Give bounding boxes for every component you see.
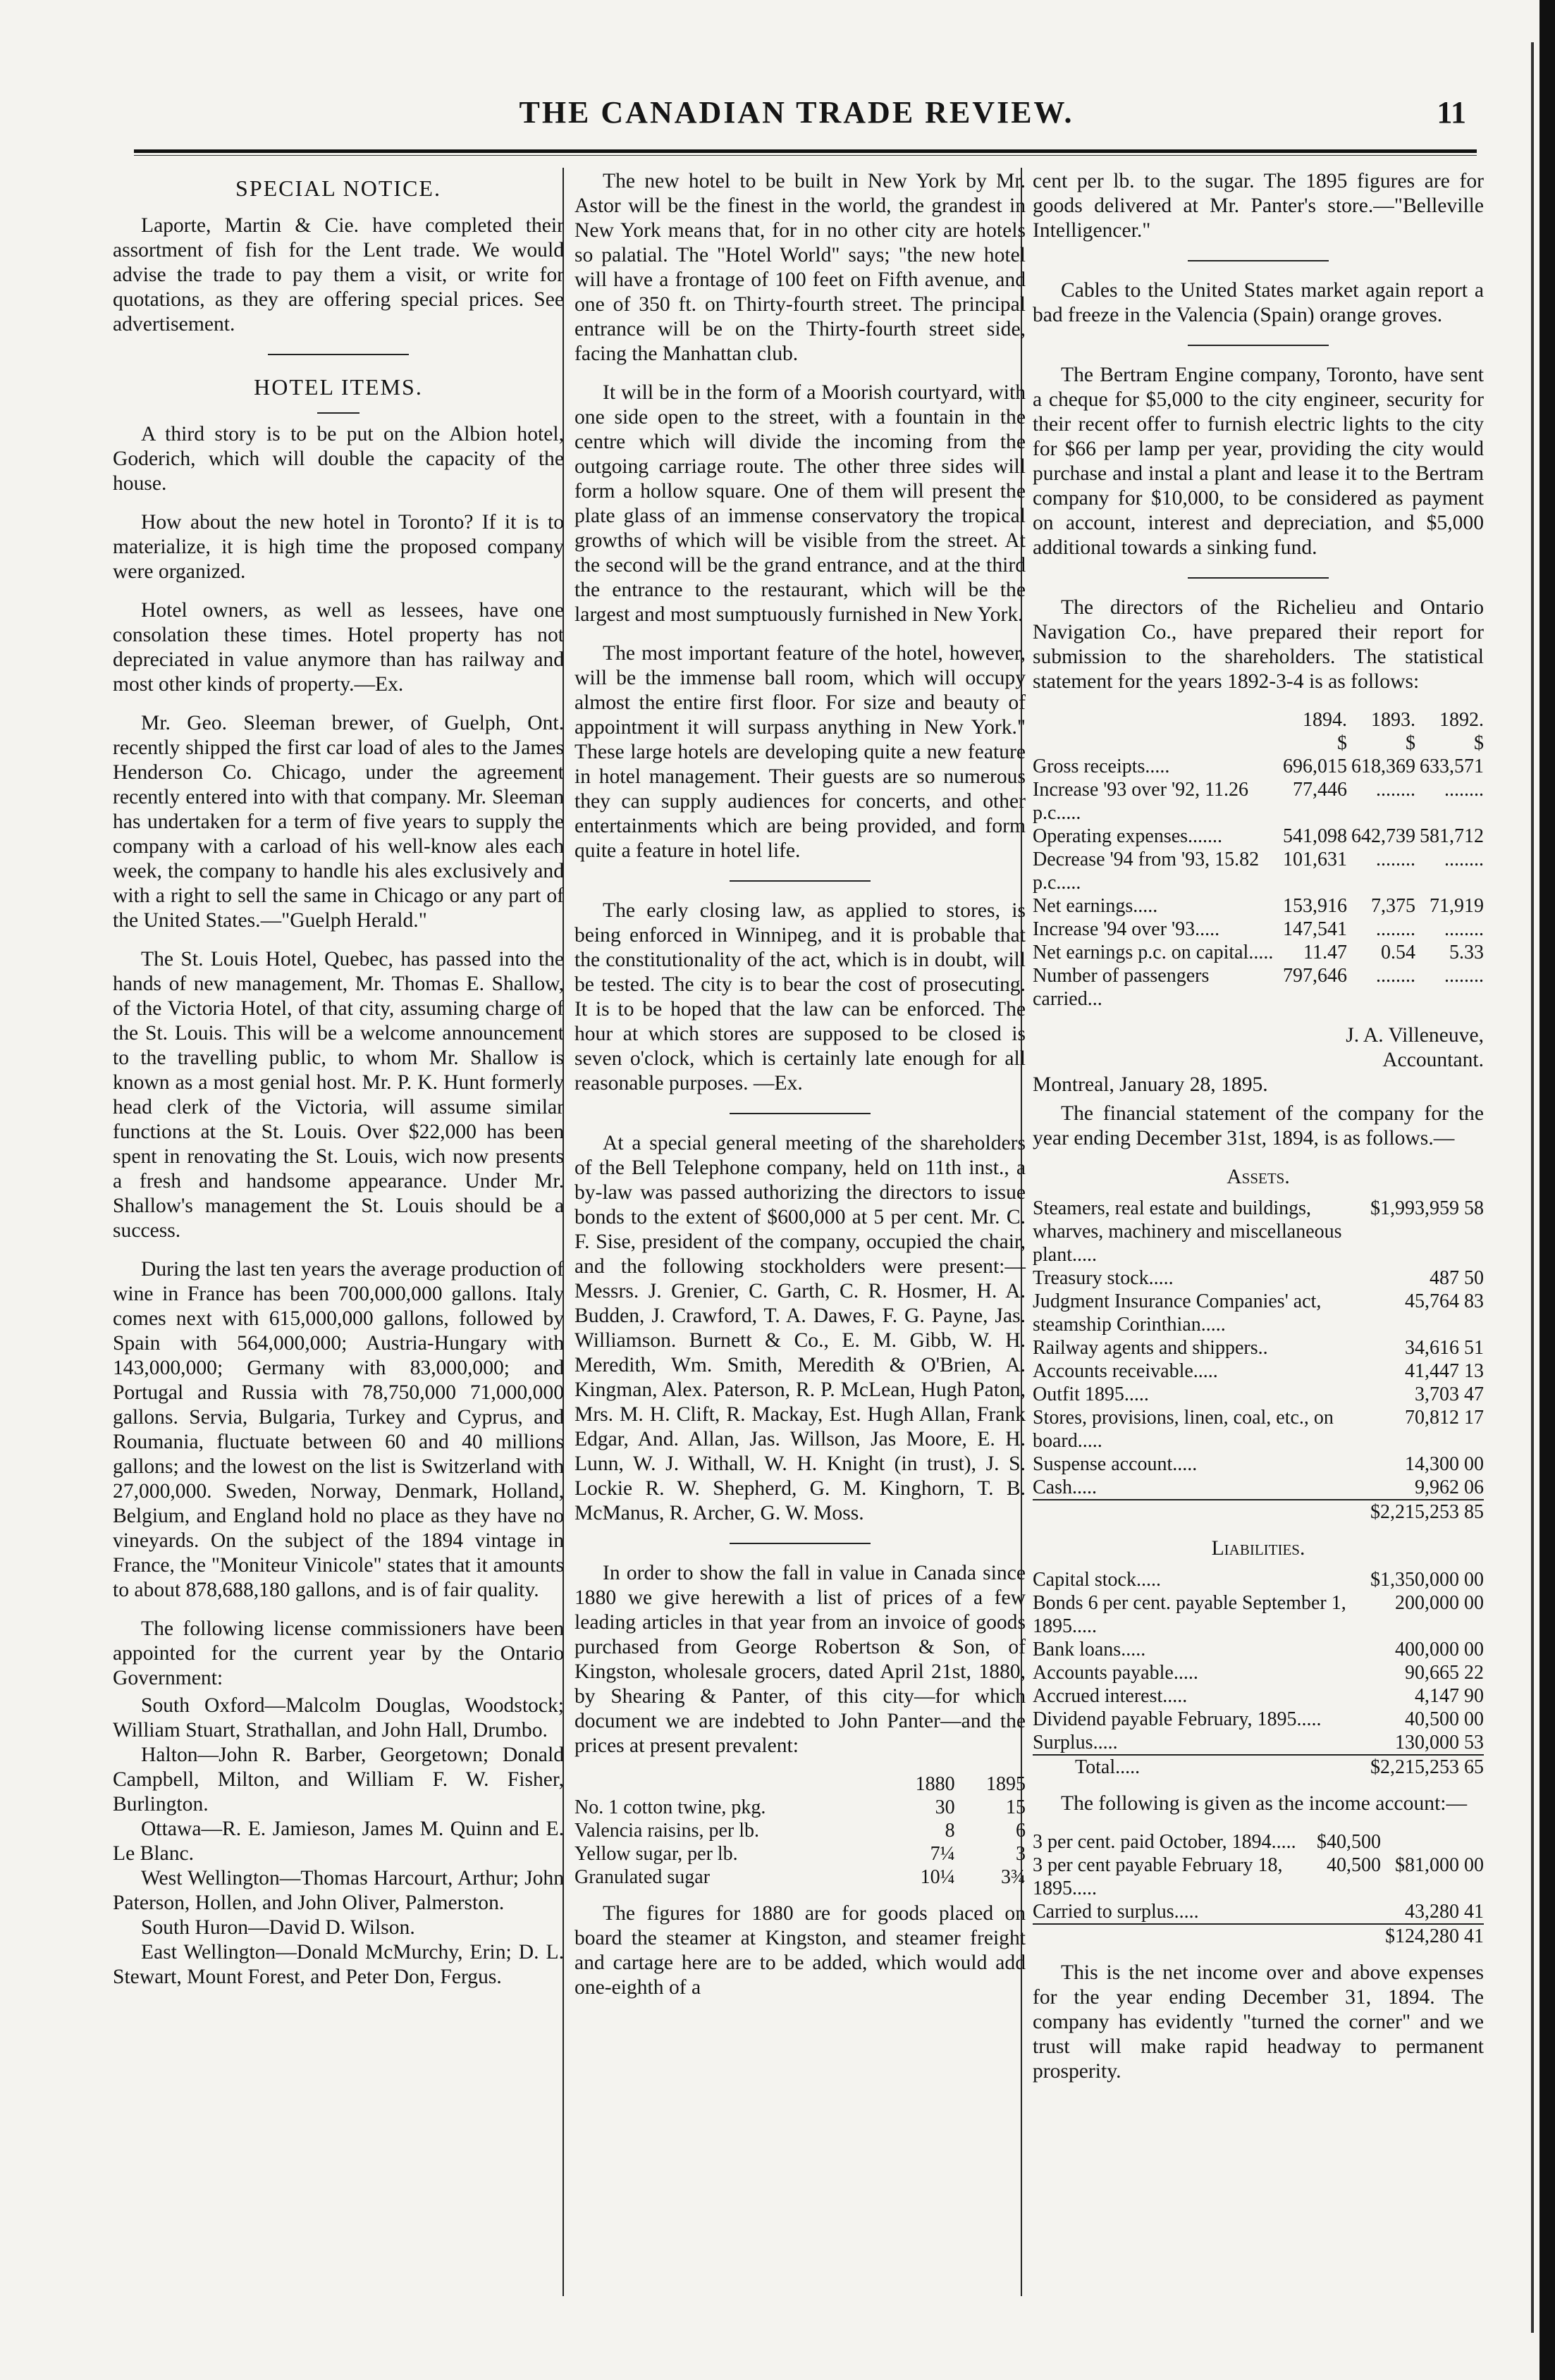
table-row bbox=[1033, 918, 1484, 941]
stats-value: 5.33 bbox=[1449, 942, 1484, 963]
article-paragraph: Cables to the United States market again report a bad freeze in the Valencia (Spain) orange groves. bbox=[1033, 279, 1484, 326]
stats-year-header: 1894. bbox=[1303, 709, 1347, 731]
stats-value: 581,712 bbox=[1420, 825, 1484, 847]
liabilities-table bbox=[1033, 1568, 1484, 1779]
prices-year-header: 1895 bbox=[986, 1773, 1026, 1795]
page-edge bbox=[1539, 0, 1555, 2380]
table-row bbox=[1033, 1684, 1484, 1708]
liabilities-total-label: Total..... bbox=[1033, 1755, 1366, 1779]
liability-value: 400,000 00 bbox=[1395, 1639, 1484, 1660]
stats-label: Operating expenses....... bbox=[1033, 825, 1223, 847]
article-paragraph: This is the net income over and above expenses for the year ending December 31, 1894. The company has evidently "turned the corner" and we trust will make rapid headway to permanent prosperity. bbox=[1033, 1961, 1484, 2083]
page-number: 11 bbox=[1437, 95, 1466, 130]
table-row bbox=[1033, 1830, 1484, 1854]
stats-value: 101,631 bbox=[1283, 849, 1347, 870]
stats-value: 797,646 bbox=[1283, 965, 1347, 987]
table-row bbox=[1033, 755, 1484, 778]
income-label: 3 per cent. paid October, 1894..... bbox=[1033, 1831, 1296, 1853]
hotel-item-paragraph: How about the new hotel in Toronto? If it is to materialize, it is high time the proposed company were organized. bbox=[113, 511, 564, 583]
liability-label: Dividend payable February, 1895..... bbox=[1033, 1708, 1322, 1730]
commissioner-line: West Wellington—Thomas Harcourt, Arthur; John Paterson, Hollen, and John Oliver, Palmerston. bbox=[113, 1867, 564, 1914]
asset-label: Steamers, real estate and buildings, wharves, machinery and miscellaneous plant..... bbox=[1033, 1197, 1342, 1266]
liability-value: 4,147 90 bbox=[1415, 1685, 1484, 1707]
asset-value: 45,764 83 bbox=[1405, 1290, 1484, 1312]
article-paragraph: The early closing law, as applied to stores, is being enforced in Winnipeg, and it is probable that the constitutionality of the act, which is in doubt, will be tested. The city is to bear the cost of prosecuting. It is to be hoped that the law can be enforced. The hour at which stores are supposed to be closed is seven o'clock, which is certainly late enough for all reasonable purposes. —Ex. bbox=[574, 899, 1026, 1095]
stats-value: ........ bbox=[1444, 965, 1484, 987]
assets-total: $2,215,253 85 bbox=[1366, 1500, 1484, 1524]
divider bbox=[730, 1543, 871, 1544]
table-row bbox=[1033, 1453, 1484, 1476]
income-grand-total: $124,280 41 bbox=[1381, 1924, 1484, 1948]
liability-value: $1,350,000 00 bbox=[1370, 1569, 1484, 1591]
table-row bbox=[1033, 1406, 1484, 1453]
asset-label: Outfit 1895..... bbox=[1033, 1383, 1149, 1405]
asset-value: 14,300 00 bbox=[1405, 1453, 1484, 1475]
commissioner-line: South Oxford—Malcolm Douglas, Woodstock; William Stuart, Strathallan, and John Hall, Drumbo. bbox=[113, 1694, 564, 1741]
liability-value: 90,665 22 bbox=[1405, 1662, 1484, 1684]
asset-label: Treasury stock..... bbox=[1033, 1267, 1174, 1289]
stats-value: ........ bbox=[1444, 849, 1484, 870]
table-row bbox=[1033, 894, 1484, 918]
asset-value: 41,447 13 bbox=[1405, 1360, 1484, 1382]
table-row bbox=[1033, 1900, 1484, 1924]
statistics-table bbox=[1033, 708, 1484, 1011]
header-rule-thin bbox=[134, 155, 1477, 156]
signature-name: J. A. Villeneuve, bbox=[1346, 1024, 1484, 1047]
stats-label: Net earnings..... bbox=[1033, 895, 1158, 917]
table-row bbox=[1033, 1638, 1484, 1661]
article-paragraph: At a special general meeting of the shareholders of the Bell Telephone company, held on 11th inst., a by-law was passed authorizing the directors to issue bonds to the extent of $600,000 at 5 per cent. Mr. C. F. Sise, president of the company, occupied the chair, and the following stockholders were present:—Messrs. J. Grenier, C. Garth, C. R. Hosmer, H. A. Budden, J. Crawford, T. A. Dawes, F. G. Payne, Jas. Williamson. Burnett & Co., E. M. Gibb, W. H. Meredith, Wm. Smith, Meredith & O'Brien, A. Kingman, Alex. Paterson, R. P. McLean, Hugh Paton, Mrs. M. H. Clift, R. Mackay, Est. Hugh Allan, Frank Edgar, And. Allan, Jas. Willson, Jas Moore, E. H. Lunn, W. J. Withall, W. H. Knight (in trust), J. S. Lockie R. W. Shepherd, G. M. Kinghorn, T. B. McManus, R. Archer, G. W. Moss. bbox=[574, 1132, 1026, 1524]
stats-label: Increase '93 over '92, 11.26 p.c..... bbox=[1033, 779, 1249, 824]
article-paragraph: The Bertram Engine company, Toronto, have sent a cheque for $5,000 to the city engineer, security for their recent offer to furnish electric lights to the city for $66 per lamp per year, providing the city would purchase and instal a plant and lease it to the Bertram company for $10,000, to be considered as payment on account, interest and depreciation, and $5,000 additional towards a sinking fund. bbox=[1033, 364, 1484, 559]
article-paragraph: The new hotel to be built in New York by Mr. Astor will be the finest in the world, the grandest in New York means that, for in no other city are hotels so palatial. The "Hotel World" says; "the new hotel will have a frontage of 100 feet on Fifth avenue, and one of 350 ft. on Thirty-fourth street. The principal entrance will be on the Thirty-fourth street side, facing the Manhattan club. bbox=[574, 170, 1026, 365]
table-row bbox=[1033, 1924, 1484, 1948]
stats-value: 77,446 bbox=[1293, 779, 1347, 801]
hotel-item-paragraph: Mr. Geo. Sleeman brewer, of Guelph, Ont. recently shipped the first car load of ales to the James Henderson Co. Chicago, under the agreement recently entered into with that company. Mr. Sleeman has undertaken for a term of five years to supply the company with a carload of his well-know ales each week, the company to handle his ales exclusively and with a right to sell the same in Chicago or any part of the United States.—"Guelph Herald." bbox=[113, 712, 564, 932]
table-row bbox=[1033, 1383, 1484, 1406]
stats-value: 642,739 bbox=[1351, 825, 1415, 847]
stats-value: 696,015 bbox=[1283, 756, 1347, 777]
price-1895: 15 bbox=[1006, 1796, 1026, 1818]
commissioner-line: South Huron—David D. Wilson. bbox=[141, 1916, 415, 1939]
stats-value: 0.54 bbox=[1381, 942, 1415, 963]
asset-value: 34,616 51 bbox=[1405, 1337, 1484, 1359]
stats-unit: $ bbox=[1337, 732, 1347, 754]
table-row bbox=[1033, 778, 1484, 825]
liabilities-heading: Liabilities. bbox=[1211, 1537, 1305, 1560]
stats-value: 11.47 bbox=[1303, 942, 1347, 963]
divider bbox=[1188, 577, 1329, 579]
signature-place: Montreal, January 28, 1895. bbox=[1033, 1073, 1268, 1096]
asset-label: Judgment Insurance Companies' act, steamship Corinthian..... bbox=[1033, 1290, 1322, 1336]
income-table bbox=[1033, 1830, 1484, 1948]
column-1 bbox=[113, 169, 564, 1990]
commissioner-line: East Wellington—Donald McMurchy, Erin; D. L. Stewart, Mount Forest, and Peter Don, Fergus. bbox=[113, 1941, 564, 1988]
price-label: Valencia raisins, per lb. bbox=[574, 1820, 760, 1842]
asset-label: Suspense account..... bbox=[1033, 1453, 1198, 1475]
stats-label: Decrease '94 from '93, 15.82 p.c..... bbox=[1033, 849, 1260, 894]
table-row bbox=[1033, 1568, 1484, 1591]
stats-value: 618,369 bbox=[1351, 756, 1415, 777]
stats-value: ........ bbox=[1376, 779, 1415, 801]
stats-label: Gross receipts..... bbox=[1033, 756, 1170, 777]
article-paragraph: In order to show the fall in value in Canada since 1880 we give herewith a list of prices of a few leading articles in that year from an invoice of goods purchased from George Robertson & Son, of Kingston, wholesale grocers, dated April 21st, 1880, by Shearing & Panter, of this city—for which document we are indebted to John Panter—and the prices at present prevalent: bbox=[574, 1562, 1026, 1757]
price-label: No. 1 cotton twine, pkg. bbox=[574, 1796, 766, 1818]
price-1880: 7¼ bbox=[930, 1843, 955, 1865]
income-value: 40,500 bbox=[1327, 1854, 1381, 1876]
hotel-item-paragraph: A third story is to be put on the Albion hotel, Goderich, which will double the capacity of the house. bbox=[113, 423, 564, 495]
article-paragraph: It will be in the form of a Moorish courtyard, with one side open to the street, with a fountain in the centre which will divide the incoming from the outgoing carriage route. The other three sides will form a hollow square. One of them will present the plate glass of an immense conservatory the tropical growths of which will be visible from the street. At the second will be the grand entrance, and at the third the entrance to the restaurant, which will be the largest and most sumptuously furnished in New York. bbox=[574, 381, 1026, 626]
table-row bbox=[1033, 1476, 1484, 1500]
liability-label: Accounts payable..... bbox=[1033, 1662, 1198, 1684]
divider bbox=[268, 354, 409, 355]
stats-value: 633,571 bbox=[1420, 756, 1484, 777]
hotel-item-paragraph: Hotel owners, as well as lessees, have one consolation these times. Hotel property has not depreciated in value anymore than has railway and most other kinds of property.—Ex. bbox=[113, 599, 564, 696]
price-1880: 30 bbox=[935, 1796, 955, 1818]
article-paragraph: The directors of the Richelieu and Ontario Navigation Co., have prepared their report for submission to the shareholders. The statistical statement for the years 1892-3-4 is as follows: bbox=[1033, 596, 1484, 693]
hotel-item-paragraph: The following license commissioners have been appointed for the current year by the Ontario Government: bbox=[113, 1617, 564, 1689]
divider bbox=[730, 1113, 871, 1114]
table-row bbox=[1033, 1591, 1484, 1638]
stats-value: ........ bbox=[1376, 849, 1415, 870]
table-row bbox=[1033, 1359, 1484, 1383]
liability-value: 200,000 00 bbox=[1395, 1592, 1484, 1614]
liability-label: Surplus..... bbox=[1033, 1732, 1118, 1753]
stats-value: 7,375 bbox=[1371, 895, 1415, 917]
price-label: Yellow sugar, per lb. bbox=[574, 1843, 738, 1865]
article-paragraph: The most important feature of the hotel, however, will be the immense ball room, which will occupy almost the entire first floor. For size and beauty of appointment it will surpass anything in New York." These large hotels are developing quite a new feature in hotel management. Their guests are so numerous they can supply audiences for concerts, and other entertainments which are being provided, and form quite a feature in hotel life. bbox=[574, 642, 1026, 862]
surplus-label: Carried to surplus..... bbox=[1033, 1901, 1199, 1923]
table-row bbox=[1033, 1755, 1484, 1779]
table-row bbox=[1033, 964, 1484, 1011]
stats-label: Net earnings p.c. on capital..... bbox=[1033, 942, 1274, 963]
asset-value: 3,703 47 bbox=[1415, 1383, 1484, 1405]
table-row bbox=[1033, 1661, 1484, 1684]
table-row bbox=[1033, 1290, 1484, 1336]
stats-value: 147,541 bbox=[1283, 918, 1347, 940]
prices-year-header: 1880 bbox=[915, 1773, 955, 1795]
table-row bbox=[1033, 941, 1484, 964]
stats-value: ........ bbox=[1444, 918, 1484, 940]
price-1895: 3 bbox=[1016, 1843, 1026, 1865]
table-row bbox=[1033, 1731, 1484, 1755]
liability-label: Capital stock..... bbox=[1033, 1569, 1161, 1591]
asset-label: Railway agents and shippers.. bbox=[1033, 1337, 1268, 1359]
column-3 bbox=[1033, 169, 1484, 2098]
liability-value: 40,500 00 bbox=[1405, 1708, 1484, 1730]
stats-unit: $ bbox=[1474, 732, 1484, 754]
assets-heading: Assets. bbox=[1227, 1166, 1290, 1188]
masthead: THE CANADIAN TRADE REVIEW. bbox=[519, 95, 1074, 130]
price-1880: 10¼ bbox=[920, 1866, 955, 1888]
prices-table bbox=[574, 1772, 1026, 1889]
stats-value: 153,916 bbox=[1283, 895, 1347, 917]
asset-value: 9,962 06 bbox=[1415, 1476, 1484, 1498]
asset-label: Stores, provisions, linen, coal, etc., on board..... bbox=[1033, 1407, 1334, 1452]
asset-label: Accounts receivable..... bbox=[1033, 1360, 1218, 1382]
divider bbox=[1188, 345, 1329, 346]
table-row bbox=[574, 1842, 1026, 1866]
table-row bbox=[1033, 1500, 1484, 1524]
header-rule bbox=[134, 149, 1477, 153]
asset-label: Cash..... bbox=[1033, 1476, 1097, 1498]
price-1880: 8 bbox=[945, 1820, 955, 1842]
table-row bbox=[1033, 848, 1484, 894]
liability-value: 130,000 53 bbox=[1395, 1732, 1484, 1753]
stats-label: Number of passengers carried... bbox=[1033, 965, 1210, 1010]
surplus-value: 43,280 41 bbox=[1405, 1901, 1484, 1923]
liability-label: Accrued interest..... bbox=[1033, 1685, 1188, 1707]
column-2 bbox=[574, 169, 1026, 2014]
stats-label: Increase '94 over '93..... bbox=[1033, 918, 1220, 940]
table-row bbox=[574, 1819, 1026, 1842]
special-notice-heading: SPECIAL NOTICE. bbox=[235, 175, 441, 201]
stats-year-header: 1892. bbox=[1439, 709, 1484, 731]
article-paragraph: cent per lb. to the sugar. The 1895 figures are for goods delivered at Mr. Panter's store.—"Belleville Intelligencer." bbox=[1033, 170, 1484, 242]
divider bbox=[1188, 260, 1329, 261]
liability-label: Bonds 6 per cent. payable September 1, 1895..... bbox=[1033, 1592, 1346, 1637]
table-row bbox=[1033, 1336, 1484, 1359]
income-label: 3 per cent payable February 18, 1895..... bbox=[1033, 1854, 1283, 1899]
stats-unit: $ bbox=[1406, 732, 1415, 754]
divider bbox=[730, 880, 871, 882]
table-row bbox=[574, 1866, 1026, 1889]
asset-value: $1,993,959 58 bbox=[1370, 1197, 1484, 1219]
stats-value: ........ bbox=[1444, 779, 1484, 801]
article-paragraph: The following is given as the income account:— bbox=[1061, 1792, 1468, 1815]
article-paragraph: The figures for 1880 are for goods placed on board the steamer at Kingston, and steamer freight and cartage here are to be added, which would add one-eighth of a bbox=[574, 1902, 1026, 1999]
table-row bbox=[1033, 1854, 1484, 1900]
table-row bbox=[1033, 1266, 1484, 1290]
divider bbox=[317, 412, 359, 414]
hotel-item-paragraph: The St. Louis Hotel, Quebec, has passed into the hands of new management, Mr. Thomas E. Shallow, of the Victoria Hotel, of that city, assuming charge of the St. Louis. This will be a welcome announcement to the travelling public, to whom Mr. Shallow is known as a most genial host. Mr. P. K. Hunt formerly head clerk of the Victoria, will assume similar functions at the St. Louis. Over $22,000 has been spent in renovating the St. Louis, wich now presents a fresh and handsome appearance. Under Mr. Shallow's management the St. Louis should be a success. bbox=[113, 948, 564, 1242]
price-1895: 3¾ bbox=[1001, 1866, 1026, 1888]
liabilities-total: $2,215,253 65 bbox=[1366, 1755, 1484, 1779]
table-row bbox=[1033, 1708, 1484, 1731]
stats-value: 71,919 bbox=[1430, 895, 1484, 917]
table-row bbox=[1033, 825, 1484, 848]
stats-value: ........ bbox=[1376, 918, 1415, 940]
income-total: $81,000 00 bbox=[1395, 1854, 1484, 1876]
hotel-items-heading: HOTEL ITEMS. bbox=[254, 374, 423, 400]
page-header bbox=[106, 85, 1487, 148]
special-notice-text: Laporte, Martin & Cie. have completed their assortment of fish for the Lent trade. We would advise the trade to pay them a visit, or write for quotations, as they are offering special prices. See advertisement. bbox=[113, 214, 564, 335]
commissioner-line: Ottawa—R. E. Jamieson, James M. Quinn and E. Le Blanc. bbox=[113, 1818, 564, 1865]
page-edge-line bbox=[1531, 42, 1534, 2333]
price-label: Granulated sugar bbox=[574, 1866, 711, 1888]
price-1895: 6 bbox=[1016, 1820, 1026, 1842]
asset-value: 487 50 bbox=[1430, 1267, 1484, 1289]
income-value: $40,500 bbox=[1317, 1831, 1381, 1853]
stats-year-header: 1893. bbox=[1371, 709, 1415, 731]
commissioner-line: Halton—John R. Barber, Georgetown; Donald Campbell, Milton, and William F. W. Fisher, Burlington. bbox=[113, 1744, 564, 1815]
stats-value: ........ bbox=[1376, 965, 1415, 987]
asset-value: 70,812 17 bbox=[1405, 1407, 1484, 1429]
table-row bbox=[1033, 1197, 1484, 1266]
article-paragraph: The financial statement of the company for the year ending December 31st, 1894, is as follows.— bbox=[1033, 1102, 1484, 1149]
table-row bbox=[574, 1796, 1026, 1819]
hotel-item-paragraph: During the last ten years the average production of wine in France has been 700,000,000 gallons. Italy comes next with 615,000,000 gallons, followed by Spain with 564,000,000; Austria-Hungary with 143,000,000; Germany with 83,000,000; and Portugal and Russia with 78,750,000 71,000,000 gallons. Servia, Bulgaria, Turkey and Cyprus, and Roumania, fluctuate between 60 and 40 millions gallons; and the lowest on the list is Switzerland with 27,000,000. Sweden, Norway, Denmark, Holland, Belgium, and England hold no place as they have no vineyards. On the subject of the 1894 vintage in France, the "Moniteur Vinicole" states that it amounts to about 878,688,180 gallons, and is of fair quality. bbox=[113, 1258, 564, 1601]
signature-title: Accountant. bbox=[1382, 1049, 1484, 1071]
liability-label: Bank loans..... bbox=[1033, 1639, 1146, 1660]
stats-value: 541,098 bbox=[1283, 825, 1347, 847]
assets-table bbox=[1033, 1197, 1484, 1524]
